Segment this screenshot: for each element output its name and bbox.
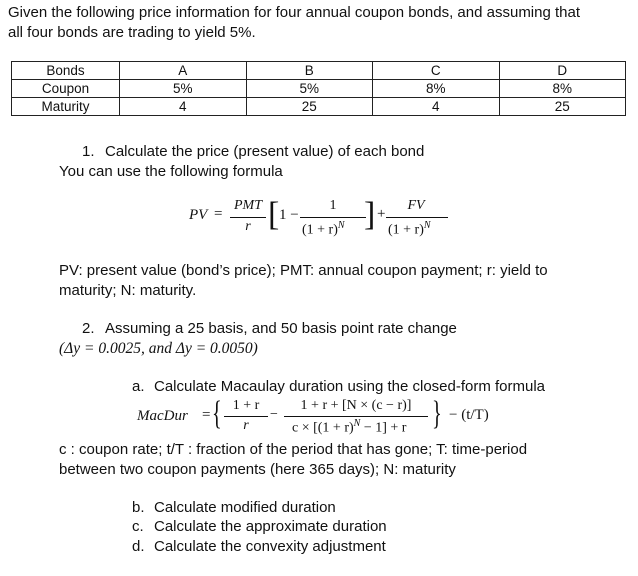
q1-number: 1. — [82, 143, 95, 160]
table-row — [12, 62, 626, 80]
exponent-n: N — [423, 220, 431, 231]
table-cell: 4 — [120, 98, 247, 116]
table-cell: 8% — [499, 80, 626, 98]
sub-item-letter: d. — [132, 538, 145, 555]
fraction-bar — [230, 217, 266, 218]
table-cell: C — [373, 62, 500, 80]
denominator-base: (1 + r) — [388, 222, 424, 238]
pv-equals: = — [214, 206, 223, 222]
q2a-letter: a. — [132, 378, 145, 395]
bond-table — [11, 61, 626, 116]
left-bracket: [ — [268, 196, 280, 233]
table-cell: Bonds — [12, 62, 120, 80]
power-denominator — [302, 220, 345, 239]
right-bracket: ] — [364, 196, 376, 233]
right-brace: } — [432, 395, 442, 432]
one-numerator: 1 — [329, 198, 337, 213]
sub-item-letter: c. — [132, 518, 144, 535]
table-cell: 5% — [246, 80, 373, 98]
q2a-text: Calculate Macaulay duration using the closed-form formula — [154, 378, 546, 395]
sub-item-text: Calculate the convexity adjustment — [154, 538, 386, 555]
macdur-lhs: MacDur — [137, 408, 188, 424]
left-brace: { — [212, 395, 222, 432]
sub-item-text: Calculate the approximate duration — [154, 518, 387, 535]
r-denominator: r — [245, 219, 251, 234]
q1-subtitle: You can use the following formula — [59, 163, 283, 180]
sub-item-text: Calculate modified duration — [154, 499, 336, 516]
table-row — [12, 98, 626, 116]
macdur-equals: = — [202, 407, 211, 423]
table-cell: 25 — [246, 98, 373, 116]
fraction-bar — [284, 416, 428, 417]
fv-numerator: FV — [407, 198, 425, 213]
fraction-bar — [386, 217, 448, 218]
q2-number: 2. — [82, 320, 95, 337]
plus-sign: + — [377, 206, 386, 222]
bracket-one-minus: 1 − — [279, 207, 299, 223]
pv-lhs: PV — [189, 207, 208, 223]
fraction-bar — [224, 416, 268, 417]
q1-title: Calculate the price (present value) of each bond — [105, 143, 425, 160]
table-cell: 25 — [499, 98, 626, 116]
exponent-n: N — [337, 220, 345, 231]
q1-legend-line-1: PV: present value (bond’s price); PMT: annual coupon payment; r: yield to — [59, 262, 548, 279]
den2-tail: − 1] + r — [360, 420, 407, 436]
macdur-den2 — [292, 418, 406, 437]
table-row — [12, 80, 626, 98]
macdur-minus: − — [270, 407, 278, 422]
table-cell: 5% — [120, 80, 247, 98]
fraction-bar — [300, 217, 366, 218]
table-cell: 8% — [373, 80, 500, 98]
fv-denominator — [388, 220, 431, 239]
intro-line-1: Given the following price information for four annual coupon bonds, and assuming that — [8, 4, 581, 21]
intro-line-2: all four bonds are trading to yield 5%. — [8, 24, 256, 41]
denominator-base: (1 + r) — [302, 222, 338, 238]
table-cell: Coupon — [12, 80, 120, 98]
den2-exponent: N — [353, 418, 361, 429]
macdur-den1: r — [243, 418, 249, 433]
q2a-legend-line-2: between two coupon payments (here 365 days); N: maturity — [59, 461, 456, 478]
table-cell: Maturity — [12, 98, 120, 116]
macdur-tail: − (t/T) — [449, 407, 489, 423]
macdur-num2: 1 + r + [N × (c − r)] — [300, 398, 412, 413]
q2-title: Assuming a 25 basis, and 50 basis point rate change — [105, 320, 457, 337]
pmt-numerator: PMT — [234, 198, 262, 213]
table-cell: A — [120, 62, 247, 80]
table-cell: B — [246, 62, 373, 80]
table-cell: D — [499, 62, 626, 80]
table-cell: 4 — [373, 98, 500, 116]
macdur-num1: 1 + r — [232, 398, 260, 413]
den2-base: c × [(1 + r) — [292, 420, 354, 436]
q1-legend-line-2: maturity; N: maturity. — [59, 282, 197, 299]
q2-delta-y: (Δy = 0.0025, and Δy = 0.0050) — [59, 340, 258, 357]
sub-item-letter: b. — [132, 499, 145, 516]
q2a-legend-line-1: c : coupon rate; t/T : fraction of the period that has gone; T: time-period — [59, 441, 528, 458]
